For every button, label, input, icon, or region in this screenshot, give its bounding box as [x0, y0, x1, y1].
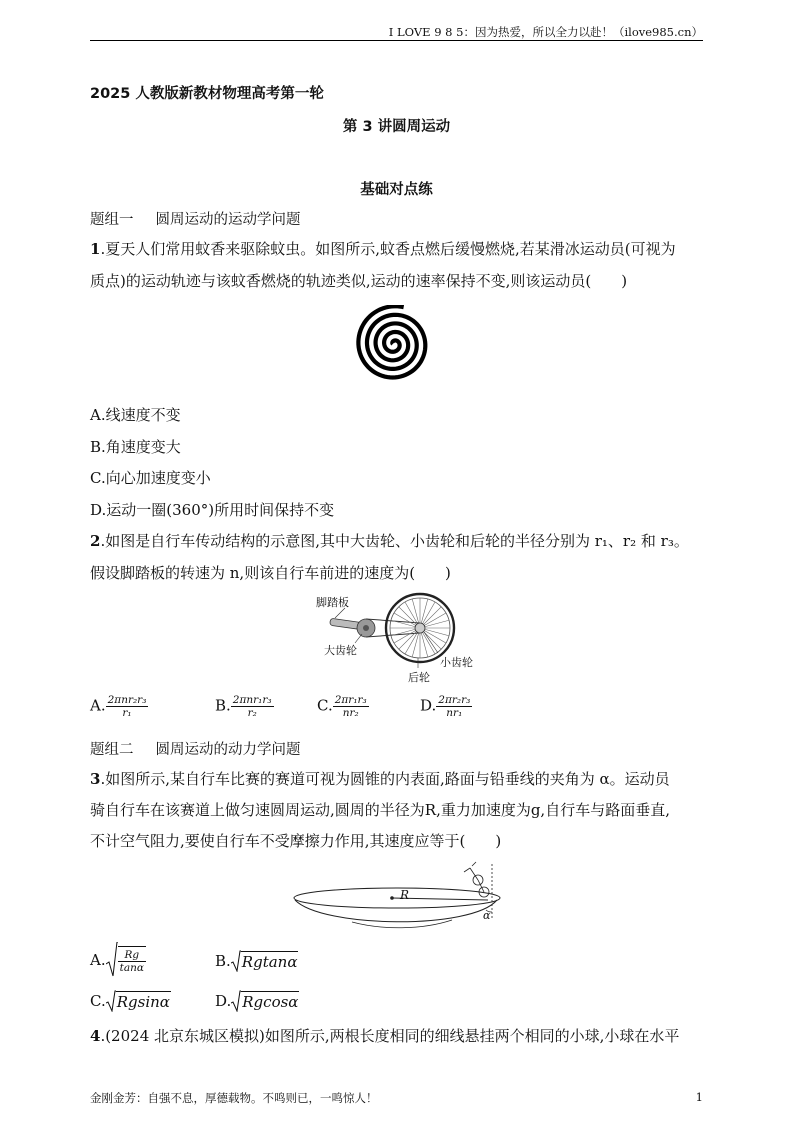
group-1-label: 题组一: [90, 212, 134, 228]
q3-option-a: [90, 942, 146, 978]
label-radius: R: [400, 888, 410, 902]
q3-d-expr: Rgcosα: [242, 993, 299, 1011]
radical-sign-icon: [106, 942, 118, 978]
q2-c-den: nr₂: [342, 707, 359, 720]
q1-stem-line1: [90, 238, 676, 259]
q3-option-b: [215, 950, 298, 972]
q2-a-den: r₁: [122, 707, 132, 720]
q2-option-b: [215, 694, 274, 719]
q2-b-fraction: [231, 694, 274, 719]
q2-c-fraction: [333, 694, 369, 719]
q2-b-den: r₂: [247, 707, 257, 720]
label-small-gear: 小齿轮: [440, 656, 473, 669]
group-2-name: 圆周运动的动力学问题: [155, 742, 301, 758]
q2-d-letter: D.: [420, 696, 437, 715]
header-text: I LOVE 9 8 5：因为热爱，所以全力以赴！（ilove985.cn）: [388, 25, 703, 39]
bicycle-transmission-figure: [300, 588, 500, 688]
q4-number: 4: [90, 1027, 101, 1045]
q2-a-num: 2πnr₂r₃: [107, 694, 147, 706]
q2-b-letter: B.: [215, 696, 231, 715]
label-big-gear: 大齿轮: [324, 644, 357, 657]
page-number: 1: [695, 1090, 703, 1104]
q2-stem-line1: [90, 530, 689, 551]
q1-option-a: A.线速度不变: [90, 406, 181, 424]
q2-d-den: nr₁: [446, 707, 463, 720]
q3-option-c: [90, 990, 171, 1012]
q3-stem-line3: 不计空气阻力,要使自行车不受摩擦力作用,其速度应等于( ): [90, 832, 502, 850]
q3-c-sqrt: [106, 990, 171, 1012]
q2-a-fraction: [106, 694, 149, 719]
q3-d-sqrt: [231, 990, 299, 1012]
q3-a-sqrt: [106, 942, 146, 978]
q2-c-letter: C.: [317, 696, 333, 715]
q3-number: 3: [90, 770, 101, 788]
header-rule: [90, 40, 703, 41]
q3-c-letter: C.: [90, 992, 106, 1010]
section-title: 基础对点练: [360, 182, 433, 198]
q3-stem-line1: [90, 768, 670, 789]
label-angle: α: [483, 909, 491, 922]
q2-d-num: 2πr₂r₃: [438, 694, 471, 706]
group-1-name: 圆周运动的运动学问题: [155, 212, 301, 228]
q1-option-d: D.运动一圈(360°)所用时间保持不变: [90, 501, 335, 519]
q1-option-c: C.向心加速度变小: [90, 469, 211, 487]
q4-text-1: .(2024 北京东城区模拟)如图所示,两根长度相同的细线悬挂两个相同的小球,小球在水平: [100, 1027, 680, 1045]
q1-option-b: B.角速度变大: [90, 438, 181, 456]
q3-d-letter: D.: [215, 992, 232, 1010]
radical-sign-icon: [231, 990, 241, 1012]
q2-d-fraction: [436, 694, 472, 719]
q2-b-num: 2πnr₁r₃: [232, 694, 272, 706]
q2-option-d: [420, 694, 472, 719]
q3-a-letter: A.: [90, 951, 106, 969]
course-title: 2025 人教版新教材物理高考第一轮: [90, 86, 324, 102]
q2-text-1: .如图是自行车传动结构的示意图,其中大齿轮、小齿轮和后轮的半径分别为 r₁、r₂ 和 r₃。: [100, 532, 689, 550]
q2-c-num: 2πr₁r₃: [334, 694, 367, 706]
group-1-heading: [90, 208, 301, 229]
q2-number: 2: [90, 532, 101, 550]
q3-text-1: .如图所示,某自行车比赛的赛道可视为圆锥的内表面,路面与铅垂线的夹角为 α。运动员: [100, 770, 670, 788]
group-2-heading: [90, 738, 301, 759]
q2-a-letter: A.: [90, 696, 106, 715]
lecture-title: 第 3 讲圆周运动: [342, 119, 451, 135]
q3-stem-line2: 骑自行车在该赛道上做匀速圆周运动,圆周的半径为R,重力加速度为g,自行车与路面垂直,: [90, 801, 670, 819]
radical-sign-icon: [231, 950, 241, 972]
q1-number: 1: [90, 240, 101, 258]
q2-option-c: [317, 694, 369, 719]
q1-text-1: .夏天人们常用蚊香来驱除蚊虫。如图所示,蚊香点燃后缓慢燃烧,若某滑冰运动员(可视为: [100, 240, 676, 258]
q1-stem-line2: 质点)的运动轨迹与该蚊香燃烧的轨迹类似,运动的速率保持不变,则该运动员( ): [90, 272, 628, 290]
q2-stem-line2: 假设脚踏板的转速为 n,则该自行车前进的速度为( ): [90, 564, 451, 582]
group-2-label: 题组二: [90, 742, 134, 758]
label-rear-wheel: 后轮: [408, 671, 430, 684]
radical-sign-icon: [106, 990, 116, 1012]
q3-b-sqrt: [231, 950, 299, 972]
q3-a-num: Rg: [118, 949, 146, 962]
q3-a-den: tanα: [119, 962, 144, 974]
mosquito-coil-figure: [350, 305, 442, 387]
q3-b-letter: B.: [215, 952, 231, 970]
q3-b-expr: Rgtanα: [241, 953, 298, 971]
footer-motto: 金刚金芳：自强不息，厚德载物。不鸣则已，一鸣惊人！: [90, 1091, 378, 1105]
label-pedal: 脚踏板: [316, 596, 349, 609]
q3-c-expr: Rgsinα: [116, 993, 170, 1011]
cone-track-figure: [292, 858, 508, 938]
q2-option-a: [90, 694, 148, 719]
q3-option-d: [215, 990, 299, 1012]
q3-a-fraction: [118, 946, 146, 974]
q4-stem-line1: [90, 1025, 679, 1046]
